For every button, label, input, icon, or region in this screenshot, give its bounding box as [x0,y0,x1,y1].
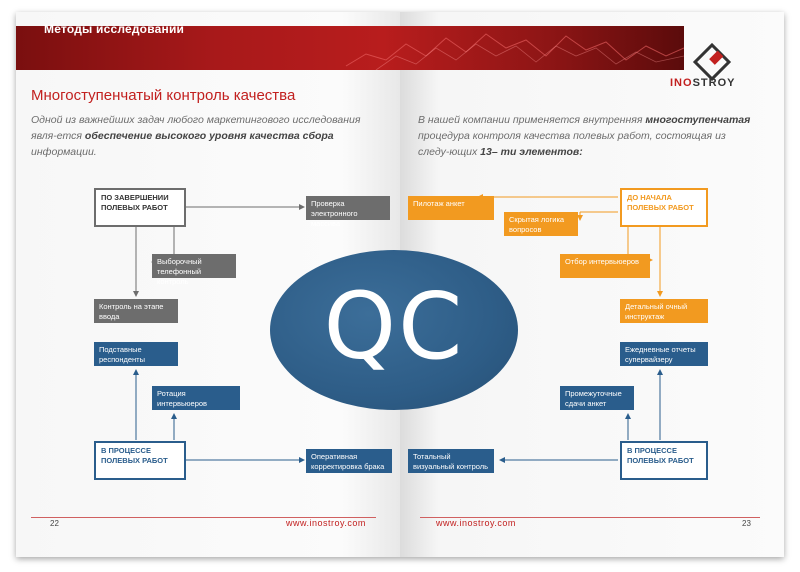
box-during-fieldwork-right: В ПРОЦЕССЕ ПОЛЕВЫХ РАБОТ [620,441,708,480]
box-pilot-survey: Пилотаж анкет [408,196,494,220]
box-operational-correction: Оперативная корректировка брака [306,449,392,473]
box-e-array-check: Проверка электронного массива [306,196,390,220]
intro-right-text: В нашей компании применяется внутренняя многоступенчатая процедура контроля качества полевых работ, состоящая из следу-ющих 13– ти элементов: [418,114,751,158]
box-daily-reports: Ежедневные отчеты супервайзеру [620,342,708,366]
page-heading: Многоступенчатый контроль качества [31,87,296,104]
section-title: Методы исследований [44,22,185,36]
box-interim-submission: Промежуточные сдачи анкет [560,386,634,410]
page-number-right: 23 [742,519,751,528]
box-total-visual-control: Тотальный визуальный контроль [408,449,494,473]
intro-left-text: Одной из важнейших задач любого маркетингового исследования явля-ется обеспечение высокого уровня качества сбора информации. [31,114,361,158]
box-during-fieldwork-left: В ПРОЦЕССЕ ПОЛЕВЫХ РАБОТ [94,441,186,480]
box-hidden-logic: Скрытая логика вопросов [504,212,578,236]
box-interviewer-rotation: Ротация интервьюеров [152,386,240,410]
box-input-control: Контроль на этапе ввода [94,299,178,323]
footer-url-right: www.inostroy.com [436,518,516,528]
qc-label: QC [323,273,465,380]
logo-wordmark: INOSTROY [670,77,736,89]
box-fake-respondents: Подставные респонденты [94,342,178,366]
box-detailed-briefing: Детальный очный инструктаж [620,299,708,323]
box-before-fieldwork: ДО НАЧАЛА ПОЛЕВЫХ РАБОТ [620,188,708,227]
page-number-left: 22 [50,519,59,528]
box-phone-control: Выборочный телефонный контроль [152,254,236,278]
box-interviewer-selection: Отбор интервьюеров [560,254,650,278]
box-after-fieldwork: ПО ЗАВЕРШЕНИИ ПОЛЕВЫХ РАБОТ [94,188,186,227]
footer-url-left: www.inostroy.com [286,518,366,528]
